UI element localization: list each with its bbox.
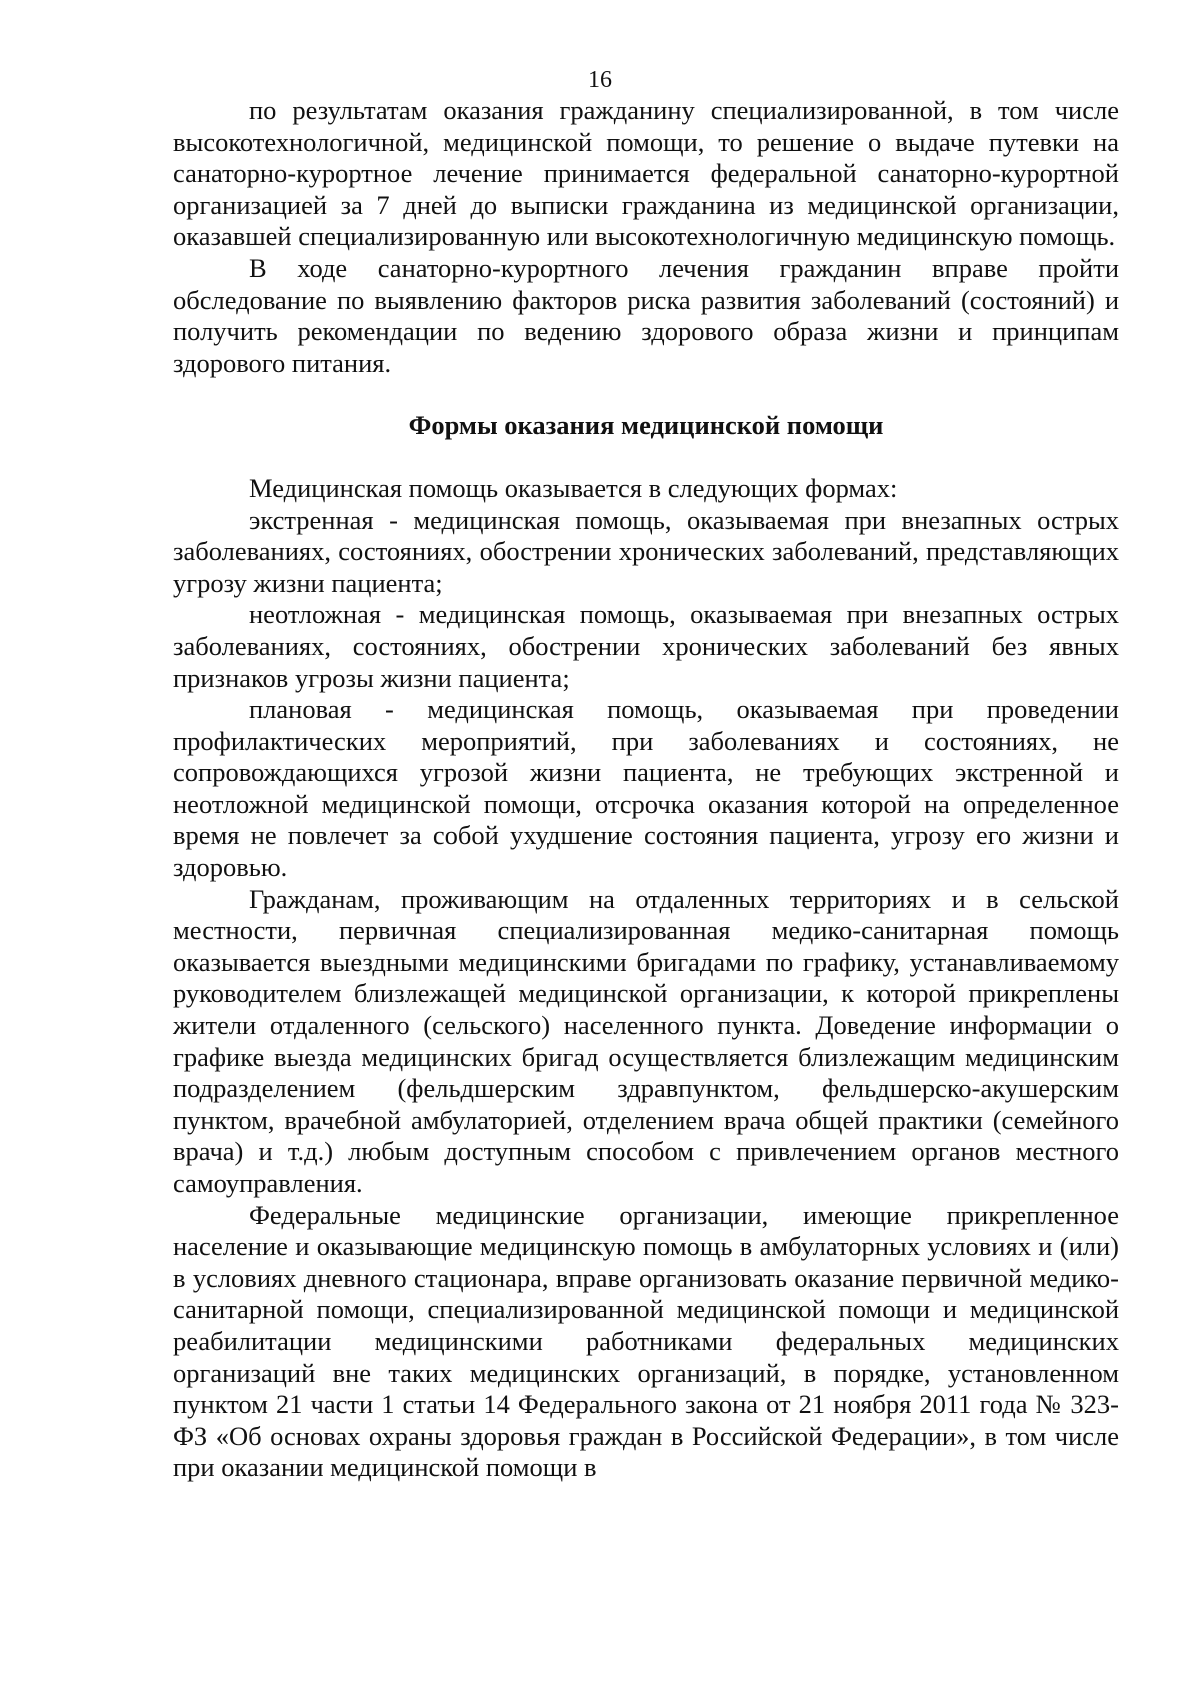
paragraph-federal-organizations: Федеральные медицинские организации, имеющие прикрепленное население и оказывающие медицинскую помощь в амбулаторных условиях и (или) в условиях дневного стационара, вправе организовать оказание первичной медико-санитарной помощи, специализированной медицинской помощи и медицинской реабилитации медицинскими работниками федеральных медицинских организаций вне таких медицинских организаций, в порядке, установленном пунктом 21 части 1 статьи 14 Федерального закона от 21 ноября 2011 года № 323-ФЗ «Об основах охраны здоровья граждан в Российской Федерации», в том числе при оказании медицинской помощи в <box>173 1199 1119 1483</box>
document-body <box>173 95 1119 1484</box>
paragraph-continuation: по результатам оказания гражданину специализированной, в том числе высокотехнологичной, медицинской помощи, то решение о выдаче путевки на санаторно-курортное лечение принимается федеральной санаторно-курортной организацией за 7 дней до выписки гражданина из медицинской организации, оказавшей специализированную или высокотехнологичную медицинскую помощь. <box>173 95 1119 252</box>
paragraph-planned-form: плановая - медицинская помощь, оказываемая при проведении профилактических мероприятий, при заболеваниях и состояниях, не сопровождающихся угрозой жизни пациента, не требующих экстренной и неотложной медицинской помощи, отсрочка оказания которой на определенное время не повлечет за собой ухудшение состояния пациента, угрозу его жизни и здоровью. <box>173 694 1119 883</box>
paragraph-urgent-form: неотложная - медицинская помощь, оказываемая при внезапных острых заболеваниях, состояниях, обострении хронических заболеваний без явных признаков угрозы жизни пациента; <box>173 599 1119 693</box>
paragraph-forms-intro: Медицинская помощь оказывается в следующих формах: <box>249 472 898 503</box>
paragraph-remote-territories: Гражданам, проживающим на отдаленных территориях и в сельской местности, первичная специализированная медико-санитарная помощь оказывается выездными медицинскими бригадами по графику, устанавливаемому руководителем близлежащей медицинской организации, к которой прикреплены жители отдаленного (сельского) населенного пункта. Доведение информации о графике выезда медицинских бригад осуществляется близлежащим медицинским подразделением (фельдшерским здравпунктом, фельдшерско-акушерским пунктом, врачебной амбулаторией, отделением врача общей практики (семейного врача) и т.д.) любым доступным способом с привлечением органов местного самоуправления. <box>173 883 1119 1198</box>
page-number: 16 <box>588 67 612 93</box>
section-heading: Формы оказания медицинской помощи <box>408 410 884 441</box>
paragraph-emergency-form: экстренная - медицинская помощь, оказываемая при внезапных острых заболеваниях, состояниях, обострении хронических заболеваний, представляющих угрозу жизни пациента; <box>173 504 1119 598</box>
paragraph-sanatorium-examination: В ходе санаторно-курортного лечения гражданин вправе пройти обследование по выявлению факторов риска развития заболеваний (состояний) и получить рекомендации по ведению здорового образа жизни и принципам здорового питания. <box>173 252 1119 378</box>
